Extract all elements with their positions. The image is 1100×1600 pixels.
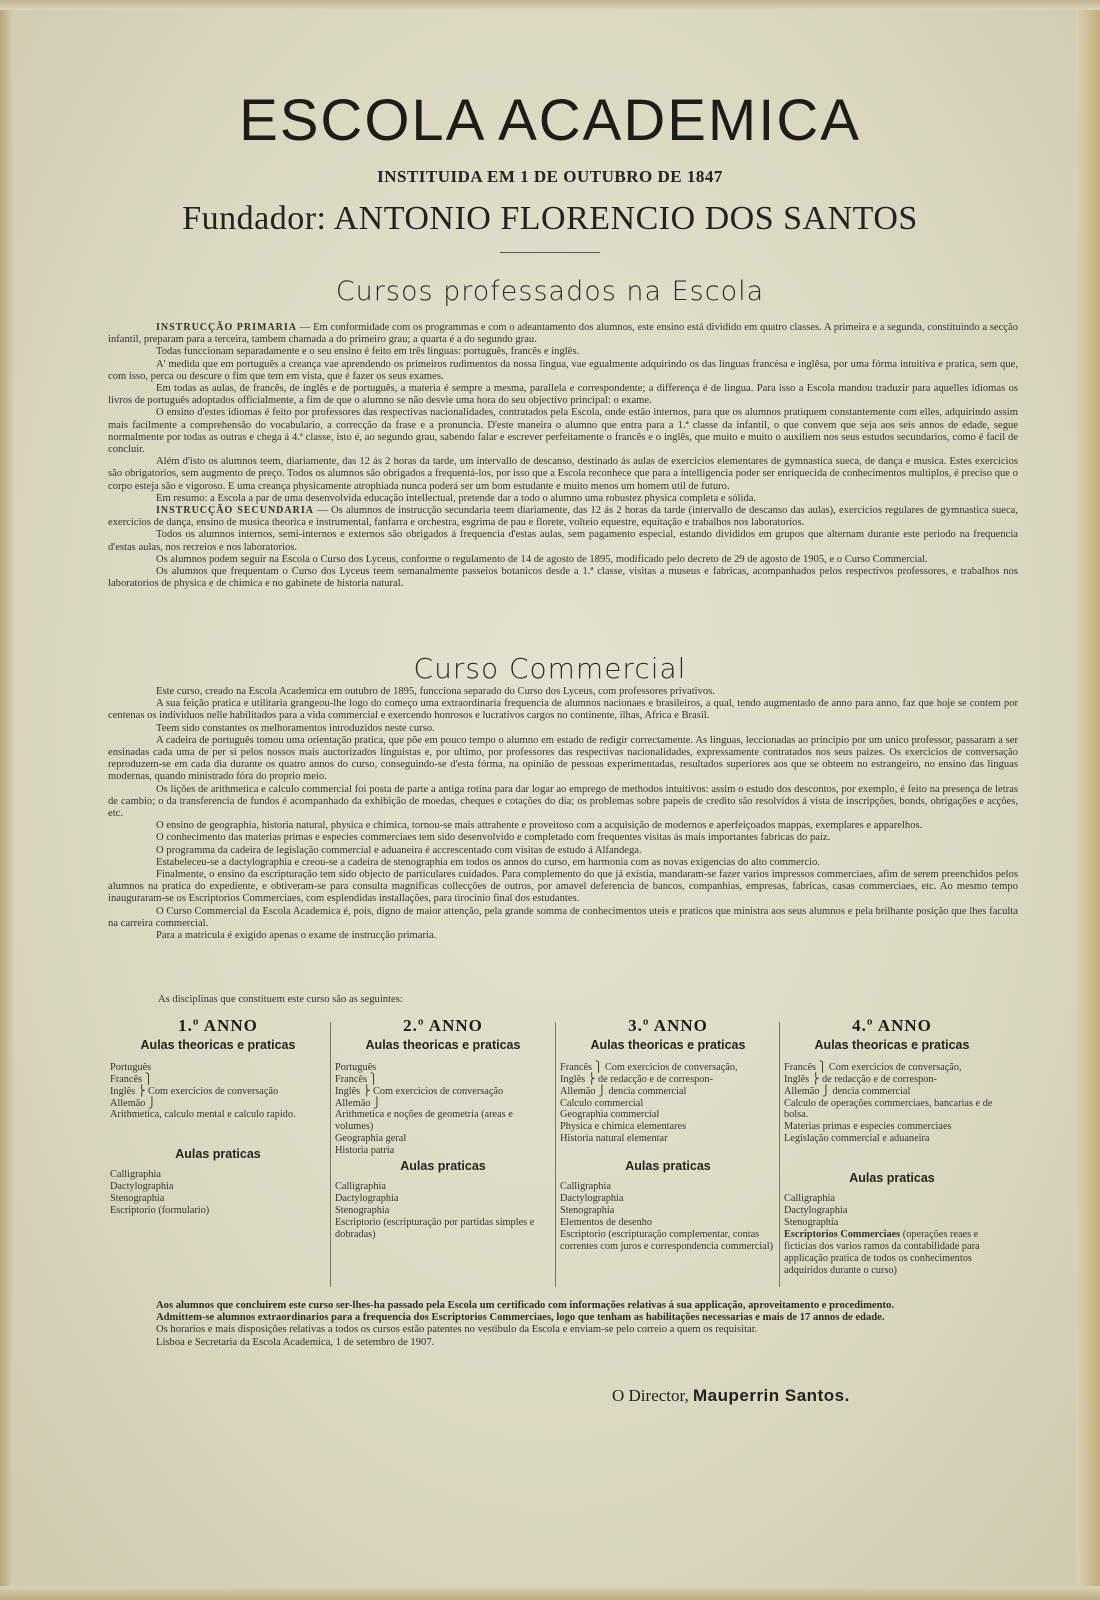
note-horarios: Os horarios e mais disposições relativas a todos os cursos estão patentes no vestibulo da Escola e enviam-se pelo correio a quem os requisitar. <box>156 1324 758 1336</box>
column-divider <box>555 1022 556 1287</box>
note-extraordinarios: Admittem-se alumnos extraordinarios para a frequencia dos Escriptorios Commerciaes, logo que tenham as habilitações necessarias e mais de 17 annos de edade. <box>156 1312 885 1324</box>
year-2-practice: Escriptorio (escripturação por partidas simples e dobradas) <box>335 1216 535 1240</box>
year-3-practice: Escriptorio (escripturação complementar, contas correntes com juros e correspondencia commercial) <box>560 1228 773 1252</box>
primaria-label: INSTRUCÇÃO PRIMARIA <box>156 322 298 333</box>
year-4-practice: Calligraphia <box>784 1193 835 1205</box>
year-4-heading: 4.º ANNO <box>852 1016 932 1035</box>
paragraph-resumo: Em resumo: a Escola a par de uma desenvolvida educação intellectual, pretende dar a todo o alumno uma robustez physica completa e sólida. <box>156 492 757 504</box>
signature-block <box>612 1386 850 1406</box>
year-1-subject: Arithmetica, calculo mental e calculo rapido. <box>110 1109 296 1121</box>
paragraph-ensino: O ensino d'estes idiomas é feito por professores das respectivas nacionalidades, contratados pela Escola, onde estão internos, para que os alumnos pratiquem constantemente com elles, adquirindo assim mais facilmente a comprehensão do vocabulario, a correcção da frase e a pronuncia. D'este maneira o alumno que entra para a 1.ª classe da infantil, o que convem que seja aos seis annos de edade, segue normalmente por todas as outras e chega á 4.ª classe, isto é, ao segundo grau, sabendo falar e escrever perfeitamente o francês e o inglês, que muito e muito o auxiliem nos seus estudos secundarios, como é facil de concluir. <box>108 407 1018 456</box>
signature-name: Mauperrin Santos. <box>692 1386 850 1405</box>
commercial-p6: O ensino de geographia, historia natural, physica e chimica, tornou-se mais attrahente e proveitoso com a acquisição de modernos e aperfeiçoados mappas, exemplares e apparelhos. <box>156 820 923 832</box>
year-2-praticas-heading: Aulas praticas <box>400 1159 486 1174</box>
commercial-section <box>108 686 1018 942</box>
year-1-subject: Português <box>110 1061 152 1073</box>
year-3-column <box>560 1016 776 1253</box>
column-divider <box>330 1022 331 1287</box>
paper-edge-bottom <box>0 1586 1100 1600</box>
year-2-practice: Stenographia <box>335 1204 390 1216</box>
year-3-praticas-heading: Aulas praticas <box>625 1159 711 1174</box>
commercial-p5: Os lições de arithmetica e calculo commercial foi posta de parte a antiga rotina para dar logar ao emprego de methodos intuitivos: assim o estudo dos descontos, por exemplo, é feito na presença de letras de cambio; o da transferencia de fundos é acompanhado da exhibição de moedas, cheques e cotações do dia; os problemas sobre papeis de credito são resolvidos á vista de inscripções, bonds, obrigações e acções, etc. <box>108 783 1018 820</box>
year-3-heading: 3.º ANNO <box>628 1016 708 1035</box>
founder-line: Fundador: ANTONIO FLORENCIO DOS SANTOS <box>182 200 918 237</box>
year-2-heading: 2.º ANNO <box>403 1016 483 1035</box>
year-3-subject: Francês ⎫ Com exercicios de conversação, <box>560 1061 738 1073</box>
commercial-p11: O Curso Commercial da Escola Academica é, pois, digno de maior attenção, pela grande somma de conhecimentos uteis e praticos que ministra aos seus alumnos e pela brilhante posição que lhes faculta na carreira commercial. <box>108 905 1018 929</box>
year-3-practice: Calligraphia <box>560 1181 611 1193</box>
secundaria-label: INSTRUCÇÃO SECUNDARIA <box>156 505 314 517</box>
year-4-subject: Inglês ⎬ de redacção e de correspon- <box>784 1073 937 1085</box>
disciplinas-intro: As disciplinas que constituem este curso são as seguintes: <box>158 994 403 1005</box>
commercial-p7: O conhecimento das materias primas e especies commerciaes tem sido desenvolvido e completado com frequentes visitas ás mais importantes fabricas do paiz. <box>156 832 831 844</box>
year-2-subject: Historia patria <box>335 1145 395 1157</box>
secundaria-paragraph <box>108 505 1018 529</box>
divider-rule <box>500 252 600 253</box>
year-3-subject: Inglês ⎬ de redacção e de correspon- <box>560 1073 713 1085</box>
year-1-heading: 1.º ANNO <box>178 1016 258 1035</box>
paper-edge-top <box>0 0 1100 10</box>
commercial-p9: Estabeleceu-se a dactylographia e creou-se a cadeira de stenographia em todos os annos do curso, em harmonia com as novas exigencias do alto commercio. <box>156 856 820 868</box>
year-3-practice: Dactylographia <box>560 1192 624 1204</box>
commercial-p1: Este curso, creado na Escola Academica em outubro de 1895, funcciona separado do Curso dos Lyceus, com professores privativos. <box>156 686 715 697</box>
year-1-subject: Francês ⎫ <box>110 1073 153 1085</box>
year-3-practice: Elementos de desenho <box>560 1216 653 1228</box>
commercial-p2: A sua feição pratica e utilitaria grangeou-lhe logo do começo uma extraordinaria frequencia de alumnos nacionaes e brasileiros, a qual, tendo augmentado de anno para anno, faz que hoje se contem por centenas os individuos nelle habilitados para a vida commercial e exercendo honrosos e lucrativos cargos no continente, ilhas, Africa e Brasil. <box>108 698 1018 722</box>
paragraph-medida: A' medida que em português a creança vae aprendendo os primeiros rudimentos da nossa lingua, vae egualmente adquirindo os das linguas francésa e inglêsa, por uma fórma intuitiva e pratica, sem que, com isso, perca ou descure o fim que tem em vista, que é fazer os seus exames. <box>108 358 1018 382</box>
year-3-subject: Allemão ⎭ dencia commercial <box>560 1085 687 1097</box>
year-1-subject: Inglês ⎬ Com exercicios de conversação <box>110 1085 279 1097</box>
year-2-subject: Português <box>335 1061 377 1073</box>
primaria-paragraph <box>108 322 1018 346</box>
year-4-column <box>784 1016 1000 1276</box>
year-3-subject: Calculo commercial <box>560 1097 644 1109</box>
year-2-practice: Calligraphia <box>335 1180 386 1192</box>
note-date: Lisboa e Secretaria da Escola Academica, 1 de setembro de 1907. <box>156 1336 435 1348</box>
year-4-subject: Calculo de operações commerciaes, bancarias e de bolsa. <box>784 1097 993 1121</box>
commercial-heading: Curso Commercial <box>413 652 687 685</box>
note-certificado: Aos alumnos que concluirem este curso ser-lhes-ha passado pela Escola um certificado com informações relativas á sua applicação, aproveitamento e procedimento. <box>156 1300 894 1311</box>
year-4-subject: Materias primas e especies commerciaes <box>784 1121 952 1133</box>
year-3-subject: Historia natural elementar <box>560 1133 668 1145</box>
secundaria-text: — Os alumnos de instrucção secundaria teem diariamente, das 12 ás 2 horas da tarde (intervallo de descanso das aulas), exercicios regulares de gymnastica sueca, exercicios de dança, ensino de musica theorica e instrumental, fanfarra e orchestra, esgrima de pau e florete, volteio equestre, equitação e trabalhos nos laboratorios. <box>108 505 1019 529</box>
cursos-section <box>108 322 1018 590</box>
escriptorios-label: Escriptorios Commerciaes <box>784 1228 901 1240</box>
signature-prefix: O Director, <box>612 1386 689 1405</box>
poster-title: ESCOLA ACADEMICA <box>239 88 861 153</box>
year-4-practice: Stenographia <box>784 1216 839 1228</box>
year-1-practice: Dactylographia <box>110 1181 174 1193</box>
paragraph-passeios: Os alumnos que frequentam o Curso dos Lyceus teem semanalmente passeios botanicos desde a 1.ª classe, visitas a museus e fabricas, acompanhados pelos respectivos professores, e trabalhos nos laboratorios de physica e de chimica e no gabinete de historia natural. <box>108 566 1018 590</box>
year-3-theoricas-heading: Aulas theoricas e praticas <box>590 1037 746 1052</box>
commercial-p10: Finalmente, o ensino da escripturação tem sido objecto de particulares cuidados. Para complemento do que já existia, mandaram-se fazer varios impressos commerciaes, afim de serem preenchidos pelos alumnos na pratica do expediente, e obtiveram-se para consulta magnificas collecções de outros, por amavel deferencia de bancos, companhias, empresas, fabricas, casas commerciaes, etc. Ao mesmo tempo inauguraram-se os Escriptorios Commerciaes, com esplendidas installações, para tirocinio final dos estudantes. <box>108 869 1018 905</box>
paragraph-linguas: Todas funccionam separadamente e o seu ensino é feito em três linguas: português, francês e inglês. <box>156 346 580 358</box>
primaria-text: — Em conformidade com os programmas e com o adeantamento dos alumnos, este ensino está dividido em quatro classes. A primeira e a segunda, constituindo a secção infantil, preparam para a terceira, tambem chamada a do primeiro grau; a quarta é a do segundo grau. <box>108 322 1019 346</box>
year-4-subject: Francês ⎫ Com exercicios de conversação, <box>784 1061 962 1073</box>
paragraph-alem: Além d'isto os alumnos teem, diariamente, das 12 ás 2 horas da tarde, um intervallo de descanso, destinado ás aulas de exercicios elementares de gymnastica sueca, de dança e musica. Estes exercicios são obrigatorios, sem augmento de preço. Todos os alumnos são obrigados a frequentá-los, por isso que a Escola reconhece que para a intelligencia poder ser enriquecida de conhecimentos multiplos, é preciso que o corpo esteja são e vigoroso. E uma creança physicamente atrophiada nunca poderá ser um bom estudante e muito menos um homem util de futuro. <box>108 456 1018 492</box>
year-2-theoricas-heading: Aulas theoricas e praticas <box>365 1037 521 1052</box>
year-2-subject: Geographia geral <box>335 1133 407 1145</box>
year-2-column <box>335 1016 551 1241</box>
commercial-p4: A cadeira de português tomou uma orientação pratica, que põe em pouco tempo o alumno em estado de redigir correctamente. As linguas, leccionadas ao principio por um unico professor, passaram a ser ensinadas cada uma de per si pelos nossos mais auctorizados linguistas e, por ultimo, por professores das respectivas nacionalidades, expressamente contratados nos seus paizes. Os exercicios de conversação reproduzem-se em cada dia durante os quatro annos do curso, conseguindo-se d'esta fórma, na opinião de pessoas experimentadas, resultados superiores aos que se obteem no estrangeiro, no ensino das linguas modernas, quando ministrado fóra do proprio meio. <box>108 734 1018 783</box>
paper-edge-left <box>0 0 14 1600</box>
year-1-practice: Stenographia <box>110 1193 165 1205</box>
year-3-subject: Geographia commercial <box>560 1109 660 1121</box>
year-2-subject: Francês ⎫ <box>335 1073 378 1085</box>
commercial-p3: Teem sido constantes os melhoramentos introduzidos neste curso. <box>156 722 435 734</box>
year-4-subject: Legislação commercial e aduaneira <box>784 1133 930 1145</box>
year-3-practice: Stenographia <box>560 1204 615 1216</box>
paragraph-aulas: Em todas as aulas, de francês, de inglês e de português, a materia é sempre a mesma, parallela e correspondente; a differença é de lingua. Para isso a Escola mandou traduzir para aquelles idiomas os livros de português adoptados officialmente, a fim de que o alumno se não desvie uma hora do seu objectivo principal: o exame. <box>108 383 1018 407</box>
commercial-p8: O programma da cadeira de legislação commercial e aduaneira é accrescentado com visitas de estudo á Alfandega. <box>156 844 642 856</box>
year-1-practice: Calligraphia <box>110 1169 161 1181</box>
year-1-column <box>110 1016 326 1217</box>
year-4-practice <box>784 1229 1000 1277</box>
commercial-p12: Para a matricula é exigido apenas o exame de instrucção primaria. <box>156 930 437 942</box>
column-divider <box>779 1022 780 1287</box>
year-1-practice: Escriptorio (formulario) <box>110 1204 210 1216</box>
year-1-praticas-heading: Aulas praticas <box>175 1147 261 1162</box>
year-4-theoricas-heading: Aulas theoricas e praticas <box>814 1037 970 1052</box>
year-4-practice: Dactylographia <box>784 1204 848 1216</box>
year-2-subject: Allemão ⎭ <box>335 1097 381 1109</box>
year-2-subject: Arithmetica e noções de geometria (areas e volumes) <box>335 1109 513 1133</box>
year-1-subject: Allemão ⎭ <box>110 1097 156 1109</box>
year-2-subject: Inglês ⎬ Com exercicios de conversação <box>335 1085 504 1097</box>
year-2-practice: Dactylographia <box>335 1192 399 1204</box>
escriptorios-text: (operações reaes e ficticias dos varios ramos da contabilidade para applicação pratica de todos os conhecimentos adquiridos durante o curso) <box>784 1228 980 1276</box>
founding-date: INSTITUIDA EM 1 DE OUTUBRO DE 1847 <box>377 167 723 186</box>
paper-edge-right <box>1076 0 1100 1600</box>
paragraph-podem: Os alumnos podem seguir na Escola o Curso dos Lyceus, conforme o regulamento de 14 de agosto de 1895, modificado pelo decreto de 29 de agosto de 1905, e o Curso Commercial. <box>156 553 928 565</box>
cursos-heading: Cursos professados na Escola <box>335 276 765 307</box>
year-4-subject: Allemão ⎭ dencia commercial <box>784 1085 911 1097</box>
closing-notes <box>108 1300 1018 1349</box>
year-3-subject: Physica e chimica elementares <box>560 1121 687 1133</box>
year-4-praticas-heading: Aulas praticas <box>849 1171 935 1186</box>
year-1-theoricas-heading: Aulas theoricas e praticas <box>140 1037 296 1052</box>
paragraph-todos: Todos os alumnos internos, semi-internos e externos são obrigados á frequencia d'estas aulas, sem pagamento especial, estando divididos em grupos que alternam durante este periodo na frequencia d'estas aulas, nos recreios e nos laboratorios. <box>108 529 1018 553</box>
